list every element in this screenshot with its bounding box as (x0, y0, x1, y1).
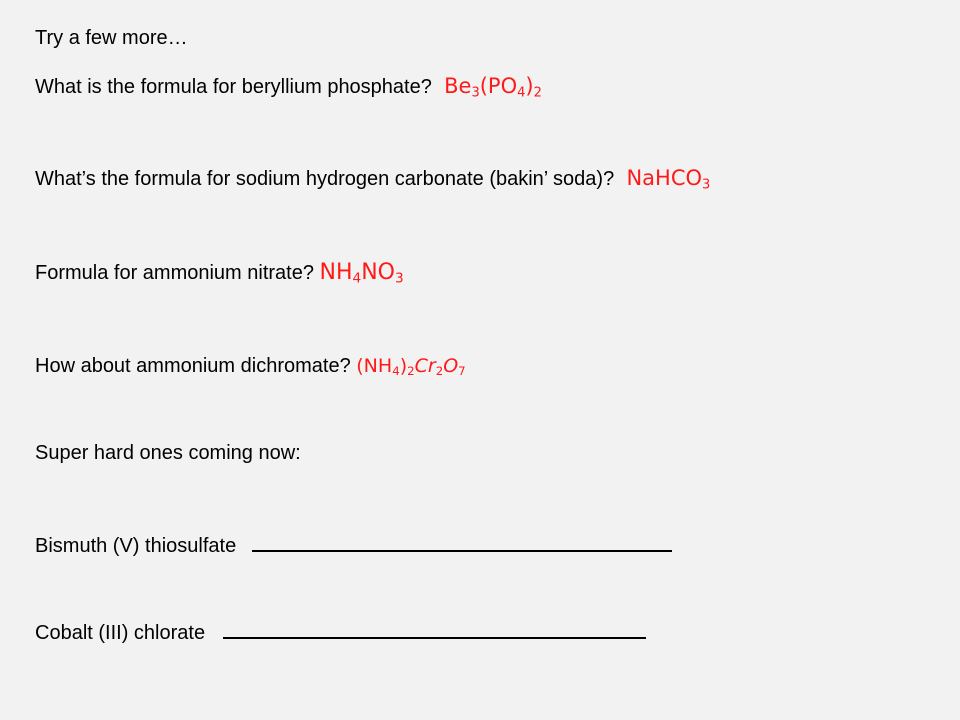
question-prompt: How about ammonium dichromate? (35, 355, 351, 377)
question-ammonium-dichromate (35, 355, 466, 378)
question-bismuth-thiosulfate (35, 530, 672, 558)
answer-blank (223, 617, 646, 639)
question-prompt: Formula for ammonium nitrate? (35, 262, 314, 284)
question-sodium-hydrogen-carbonate (35, 166, 710, 191)
intro-text: Try a few more… (35, 27, 188, 49)
answer-formula: $NH_4NO_3$ (319, 260, 404, 287)
question-beryllium-phosphate (35, 74, 542, 99)
answer-formula: $Be_3(PO_4)_2$ (444, 74, 542, 101)
answer-formula: NaHCO$_3$ (626, 166, 711, 193)
question-prompt: Bismuth (V) thiosulfate (35, 535, 237, 557)
answer-formula: $(NH_4)_2Cr_2O_7$ (356, 355, 466, 378)
question-ammonium-nitrate (35, 260, 404, 285)
question-prompt: Cobalt (III) chlorate (35, 622, 206, 644)
question-prompt: What’s the formula for sodium hydrogen carbonate (bakin’ soda)? (35, 168, 615, 190)
question-prompt: What is the formula for beryllium phosphate? (35, 76, 432, 98)
hard-intro-text: Super hard ones coming now: (35, 442, 301, 464)
question-cobalt-chlorate (35, 617, 646, 645)
answer-blank (252, 530, 672, 552)
